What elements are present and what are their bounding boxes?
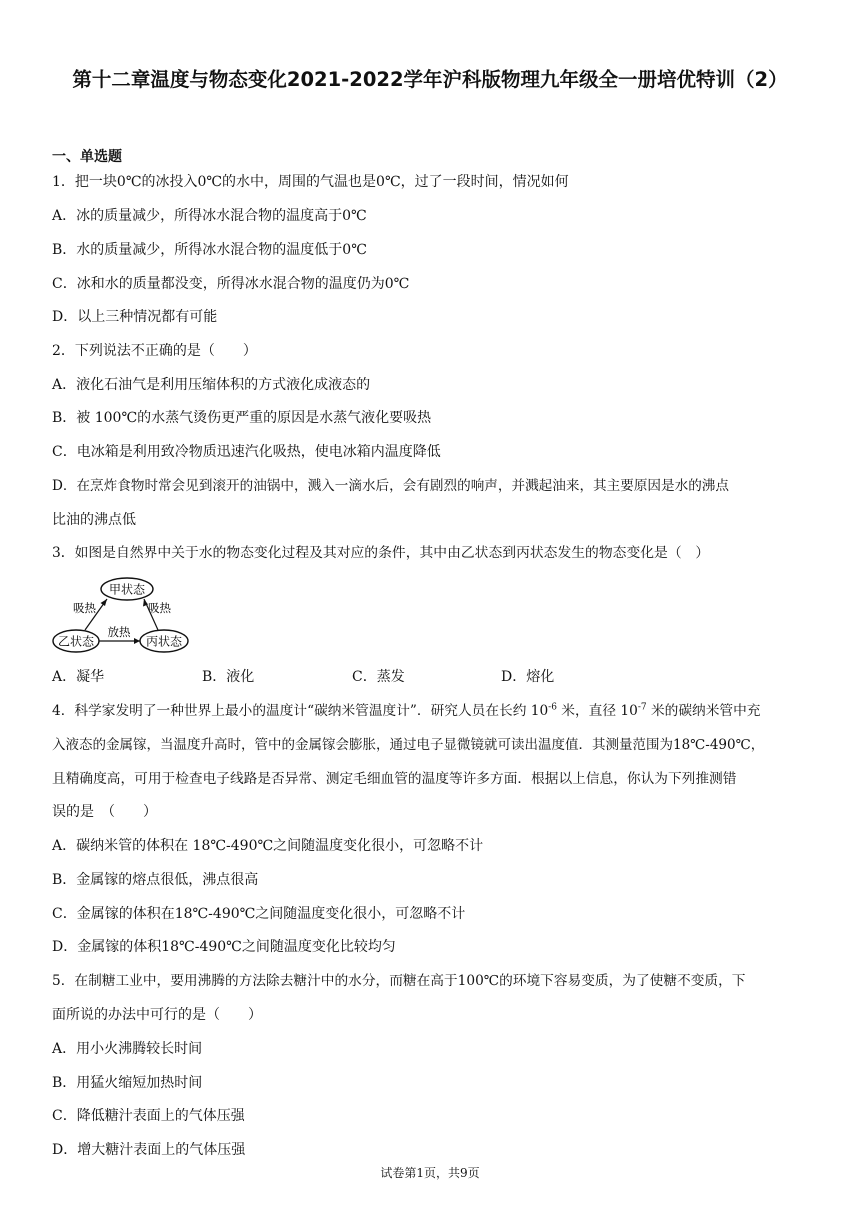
node-top-label: 甲状态 [108,582,146,597]
question-3-stem: 3．如图是自然界中关于水的物态变化过程及其对应的条件，其中由乙状态到丙状态发生的物态变化是（ ） [52,545,710,561]
question-5-option-c: C．降低糖汁表面上的气体压强 [52,1108,245,1124]
question-4-line-4: 误的是 （ ） [52,804,157,820]
question-2-option-a: A．液化石油气是利用压缩体积的方式液化成液态的 [52,377,371,393]
question-4-option-c: C．金属镓的体积在18℃-490℃之间随温度变化很小，可忽略不计 [52,906,466,922]
question-5-option-a: A．用小火沸腾较长时间 [52,1041,203,1057]
page-footer: 试卷第1页，共9页 [380,1166,480,1180]
exponent-length: -6 [548,702,557,713]
exponent-diameter: -7 [637,702,647,713]
question-4-line-3: 且精确度高，可用于检查电子线路是否异常、测定毛细血管的温度等许多方面．根据以上信息，你认为下列推测错 [52,771,737,787]
question-5-line-1: 5．在制糖工业中，要用沸腾的方法除去糖汁中的水分，而糖在高于100℃的环境下容易变质，为了使糖不变质，下 [52,973,746,989]
question-3-options [52,667,812,687]
question-2-option-d-line2: 比油的沸点低 [52,512,136,528]
question-4-option-a: A．碳纳米管的体积在 18℃-490℃之间随温度变化很小，可忽略不计 [52,838,484,854]
question-2-stem: 2．下列说法不正确的是（ ） [52,343,257,359]
edge-left-label: 吸热 [73,601,96,615]
question-2-option-c: C．电冰箱是利用致冷物质迅速汽化吸热，使电冰箱内温度降低 [52,444,441,460]
question-1-option-d: D．以上三种情况都有可能 [52,309,218,325]
question-1-option-a: A．冰的质量减少，所得冰水混合物的温度高于0℃ [52,208,367,224]
question-4-option-d: D．金属镓的体积18℃-490℃之间随温度变化比较均匀 [52,939,396,955]
question-5-option-d: D．增大糖汁表面上的气体压强 [52,1142,246,1158]
section-heading: 一、单选题 [52,149,122,165]
question-4-line-1 [52,701,760,721]
question-1-stem: 1．把一块0℃的冰投入0℃的水中，周围的气温也是0℃，过了一段时间，情况如何 [52,174,569,190]
page-title: 第十二章温度与物态变化2021-2022学年沪科版物理九年级全一册培优特训（2） [72,68,788,91]
question-4-line-1-post: 米的碳纳米管中充 [646,703,761,719]
question-4-line-1-pre: 4．科学家发明了一种世界上最小的温度计“碳纳米管温度计”．研究人员在长约 10 [52,703,549,719]
question-4-line-1-mid: 米，直径 10 [556,703,638,719]
question-4-option-b: B．金属镓的熔点很低，沸点很高 [52,872,259,888]
question-1-option-c: C．冰和水的质量都没变，所得冰水混合物的温度仍为0℃ [52,276,410,292]
node-left-label: 乙状态 [57,634,95,649]
question-2-option-b: B．被 100℃的水蒸气烫伤更严重的原因是水蒸气液化要吸热 [52,410,432,426]
question-5-line-2: 面所说的办法中可行的是（ ） [52,1007,262,1023]
question-3-option-c: C．蒸发 [352,669,405,685]
state-change-diagram [52,576,202,658]
question-3-option-d: D．熔化 [501,669,555,685]
node-right-label: 丙状态 [145,634,183,649]
question-3-option-a: A．凝华 [52,669,105,685]
edge-right-label: 吸热 [148,601,171,615]
edge-bottom-label: 放热 [107,625,131,639]
question-4-line-2: 入液态的金属镓，当温度升高时，管中的金属镓会膨胀，通过电子显微镜就可读出温度值．其测量范围为18℃-490℃， [52,737,765,753]
question-1-option-b: B．水的质量减少，所得冰水混合物的温度低于0℃ [52,242,367,258]
question-2-option-d-line1: D．在烹炸食物时常会见到滚开的油锅中，溅入一滴水后，会有剧烈的响声，并溅起油来，其主要原因是水的沸点 [52,478,729,494]
question-3-option-b: B．液化 [202,669,255,685]
arrow-bottom-head [134,638,140,644]
question-5-option-b: B．用猛火缩短加热时间 [52,1075,203,1091]
arrow-left-head [101,599,108,606]
